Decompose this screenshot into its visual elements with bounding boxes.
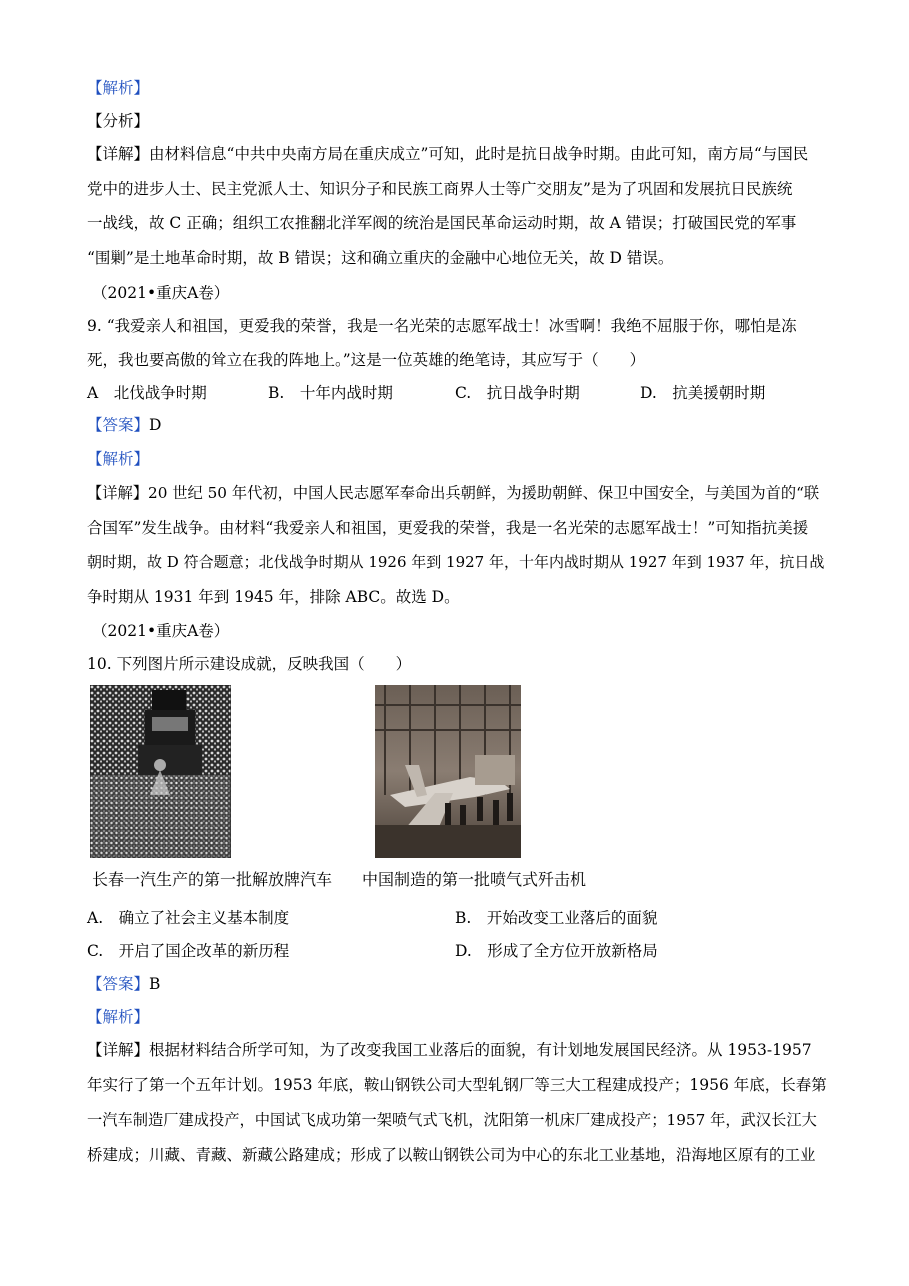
photo-caption-truck: 长春一汽生产的第一批解放牌汽车	[92, 870, 333, 889]
detail-tag: 【详解】	[87, 145, 150, 163]
analysis-tag: 【解析】	[87, 450, 150, 468]
fenxi-tag: 【分析】	[87, 112, 150, 130]
analysis-tag: 【解析】	[87, 1008, 150, 1026]
question-stem: 死，我也要高傲的耸立在我的阵地上。”这是一位英雄的绝笔诗，其应写于（ ）	[87, 351, 646, 369]
detail-line: 【详解】20 世纪 50 年代初，中国人民志愿军奉命出兵朝鲜，为援助朝鲜、保卫中国安全，与美国为首的“联	[87, 484, 820, 502]
option-d: D. 抗美援朝时期	[640, 384, 766, 402]
question-source: （2021•重庆A卷）	[92, 284, 230, 302]
answer-tag: 【答案】	[87, 975, 150, 993]
option-d: D. 形成了全方位开放新格局	[455, 942, 658, 960]
truck-crowd-photo	[90, 685, 231, 858]
photo-caption-jet: 中国制造的第一批喷气式歼击机	[362, 870, 587, 889]
detail-line: 朝时期，故 D 符合题意；北伐战争时期从 1926 年到 1927 年，十年内战时期从 1927 年到 1937 年，抗日战	[87, 553, 825, 571]
answer-line	[87, 973, 827, 995]
detail-line: 【详解】根据材料结合所学可知，为了改变我国工业落后的面貌，有计划地发展国民经济。从 1953-1957	[87, 1041, 812, 1059]
option-b: B. 十年内战时期	[268, 384, 393, 402]
detail-line: 党中的进步人士、民主党派人士、知识分子和民族工商界人士等广交朋友”是为了巩固和发展抗日民族统	[87, 180, 793, 198]
answer-value: D	[149, 416, 162, 434]
option-a: A. 确立了社会主义基本制度	[87, 909, 290, 927]
detail-line: “围剿”是土地革命时期，故 B 错误；这和确立重庆的金融中心地位无关，故 D 错误。	[87, 249, 674, 267]
option-c: C. 抗日战争时期	[455, 384, 580, 402]
detail-line: 合国军”发生战争。由材料“我爱亲人和祖国，更爱我的荣誉，我是一名光荣的志愿军战士！”可知指抗美援	[87, 519, 809, 537]
detail-line: 一汽车制造厂建成投产，中国试飞成功第一架喷气式飞机，沈阳第一机床厂建成投产；1957 年，武汉长江大	[87, 1111, 817, 1129]
detail-line: 一战线，故 C 正确；组织工农推翻北洋军阀的统治是国民革命运动时期，故 A 错误；打破国民党的军事	[87, 214, 797, 232]
analysis-tag: 【解析】	[87, 79, 150, 97]
question-stem: 10. 下列图片所示建设成就，反映我国（ ）	[87, 655, 412, 673]
detail-tag: 【详解】	[87, 1041, 150, 1059]
detail-line: 桥建成；川藏、青藏、新藏公路建成；形成了以鞍山钢铁公司为中心的东北工业基地，沿海地区原有的工业	[87, 1146, 816, 1164]
question-stem: 9. “我爱亲人和祖国，更爱我的荣誉，我是一名光荣的志愿军战士！冰雪啊！我绝不屈服于你，哪怕是冻	[87, 317, 797, 335]
detail-line: 争时期从 1931 年到 1945 年，排除 ABC。故选 D。	[87, 588, 460, 606]
detail-tag: 【详解】	[87, 484, 148, 502]
answer-line	[87, 414, 827, 436]
option-b: B. 开始改变工业落后的面貌	[455, 909, 658, 927]
jet-factory-photo	[375, 685, 521, 858]
answer-value: B	[149, 975, 161, 993]
question-source: （2021•重庆A卷）	[92, 622, 230, 640]
option-c: C. 开启了国企改革的新历程	[87, 942, 290, 960]
option-a: A 北伐战争时期	[87, 384, 207, 402]
answer-tag: 【答案】	[87, 416, 150, 434]
detail-line: 【详解】由材料信息“中共中央南方局在重庆成立”可知，此时是抗日战争时期。由此可知，南方局“与国民	[87, 145, 809, 163]
detail-line: 年实行了第一个五年计划。1953 年底，鞍山钢铁公司大型轧钢厂等三大工程建成投产；1956 年底，长春第	[87, 1076, 827, 1094]
